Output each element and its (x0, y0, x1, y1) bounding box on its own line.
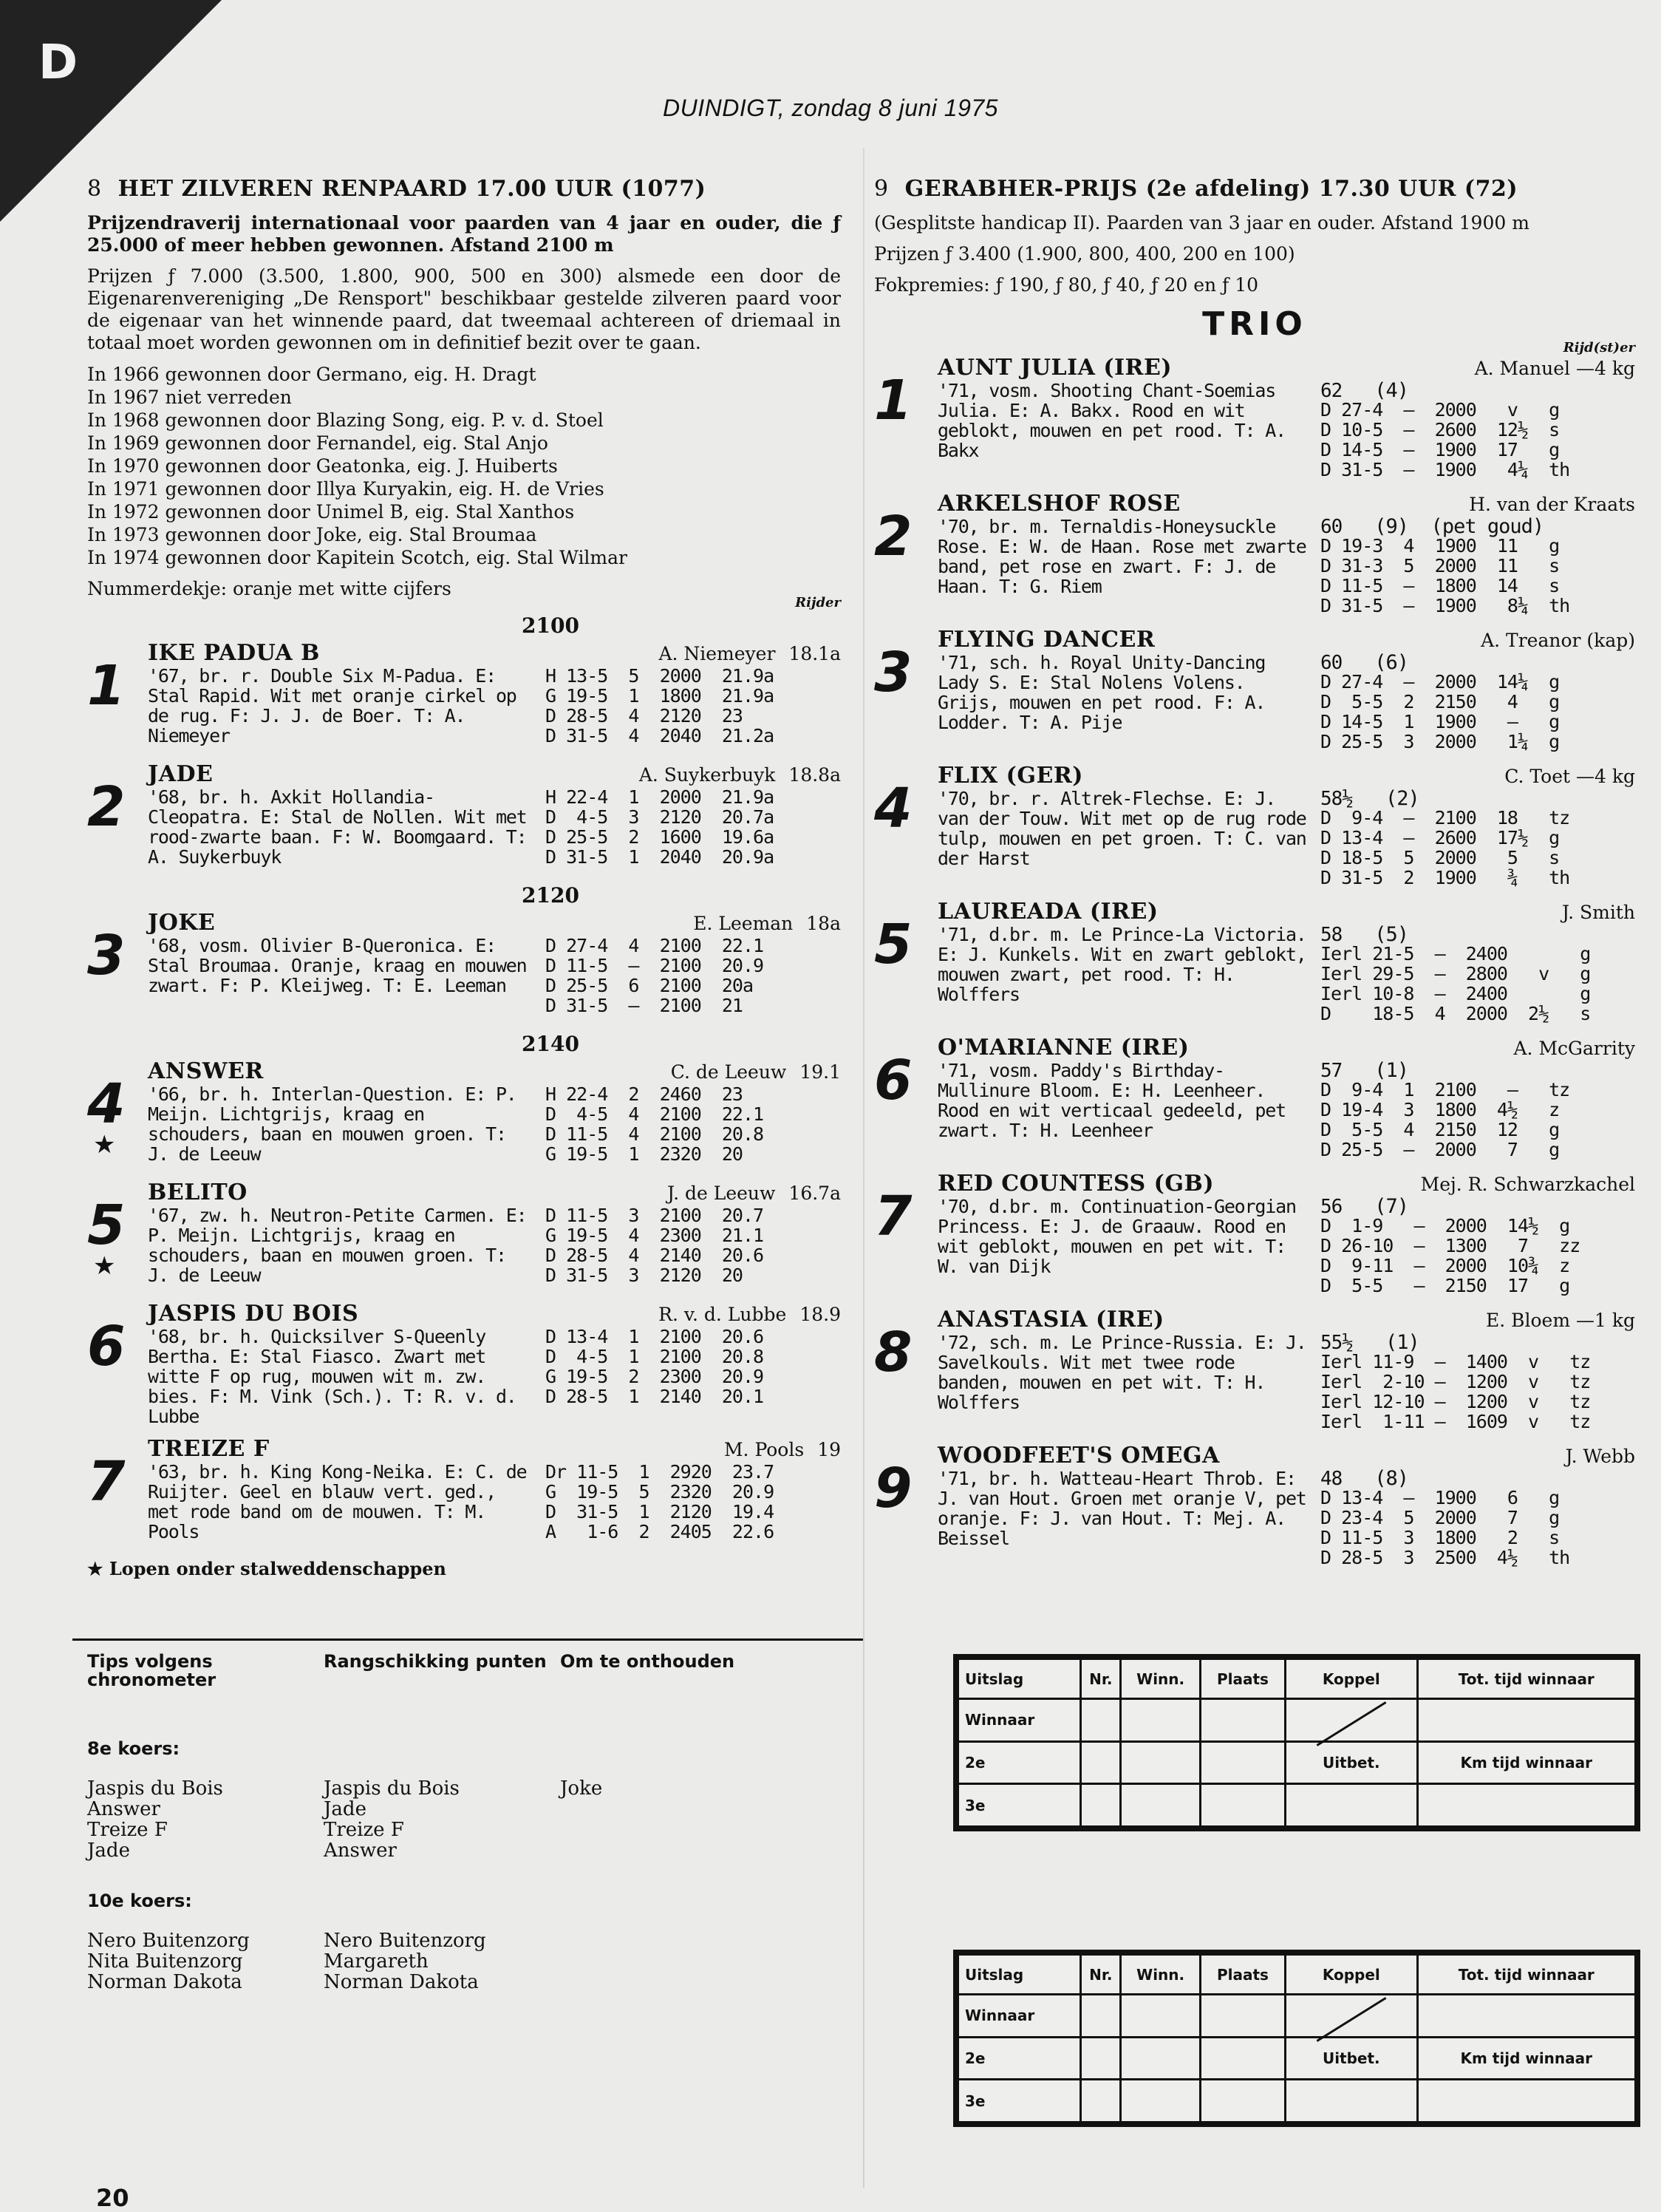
race-9-entries (874, 355, 1635, 1569)
entry-header (148, 1059, 841, 1084)
bet-header-tot-tijd: Tot. tijd winnaar (1417, 1659, 1635, 1699)
entry-header (148, 911, 841, 936)
tips-header (87, 1653, 841, 1689)
tips-divider (72, 1638, 863, 1641)
bet-cell[interactable] (1417, 2080, 1635, 2123)
bet-cell[interactable] (1121, 2037, 1200, 2080)
history-line: In 1969 gewonnen door Fernandel, eig. Stal Anjo (87, 432, 548, 454)
history-line: In 1971 gewonnen door Illya Kuryakin, eig. H. de Vries (87, 478, 604, 500)
horse-entry (87, 1437, 841, 1548)
tips-header-chronometer: Tips volgens chronometer (87, 1651, 216, 1690)
history-line: In 1973 gewonnen door Joke, eig. Stal Broumaa (87, 524, 537, 545)
tip-column (87, 1930, 324, 1992)
horse-name: BELITO (148, 1180, 248, 1205)
bet-row-3e: 3e (958, 1784, 1081, 1827)
entry-header (148, 641, 841, 666)
entry-header (148, 762, 841, 787)
weight: 58½ (1320, 788, 1353, 810)
record-time: 18.9 (799, 1304, 841, 1325)
draw-info: (8) (1374, 1467, 1409, 1490)
bet-cell[interactable] (1200, 1784, 1285, 1827)
race-9-fokpremies: Fokpremies: ƒ 190, ƒ 80, ƒ 40, ƒ 20 en ƒ 10 (874, 274, 1259, 296)
distance-header: 2120 (522, 883, 579, 908)
recent-starts: Dr 11-5 1 2920 23.7 G 19-5 5 2320 20.9 D 31-5 1 2120 19.4 A 1-6 2 2405 22.6 (545, 1461, 774, 1542)
bet-cell[interactable] (1286, 1784, 1417, 1827)
bet-header-plaats: Plaats (1200, 1659, 1285, 1699)
entry-body (938, 517, 1635, 616)
record-time: 18.8a (788, 764, 841, 786)
form-block (1320, 1197, 1635, 1296)
horse-description: '67, zw. h. Neutron-Petite Carmen. E: P. Meijn. Lichtgrijs, kraag en schouders, baan en mouwen groen. T: J. de Leeuw (148, 1205, 527, 1286)
race-8-column (87, 176, 841, 1992)
entry-header (938, 1035, 1635, 1061)
rider-name: H. van der Kraats (1469, 494, 1635, 515)
horse-entry (874, 627, 1635, 753)
saddle-number: 1 (87, 654, 126, 718)
bet-cell[interactable] (1417, 1699, 1635, 1742)
horse-description: '70, d.br. m. Continuation-Georgian Princess. E: J. de Graauw. Rood en wit geblokt, mouwen en pet wit. T: W. van Dijk (938, 1196, 1296, 1277)
nummerdekje: Nummerdekje: oranje met witte cijfers (87, 578, 451, 599)
race-8-prizes: Prijzen ƒ 7.000 (3.500, 1.800, 900, 500 en 300) alsmede een door de Eigenarenvereniging „De Rensport" beschikbaar gestelde zilveren paard voor de eigenaar van het winnende paard, dat tweemaal achtereen of driemaal in totaal moet worden gewonnen om in definitief bezit over te gaan. (87, 265, 841, 353)
recent-starts: D 9-4 — 2100 18 tz D 13-4 — 2600 17½ g D 18-5 5 2000 5 s D 31-5 2 1900 ¾ th (1320, 807, 1570, 888)
entry-body (148, 666, 841, 746)
stal-footnote: ★ Lopen onder stalweddenschappen (87, 1558, 446, 1579)
saddle-number: 4 (874, 777, 913, 840)
section-letter: D (38, 35, 78, 90)
bet-header-plaats: Plaats (1200, 1955, 1285, 1995)
horse-name: TREIZE F (148, 1436, 270, 1462)
horse-entry (874, 1307, 1635, 1433)
saddle-number: 7 (874, 1185, 913, 1248)
horse-description: '70, br. r. Altrek-Flechse. E: J. van der Touw. Wit met op de rug rode tulp, mouwen en pet groen. T: C. van der Harst (938, 788, 1306, 869)
bet-header-nr: Nr. (1081, 1955, 1121, 1995)
saddle-number: 6 (87, 1315, 126, 1378)
weight: 55½ (1320, 1332, 1353, 1354)
entry-body (148, 1084, 841, 1164)
history-line: In 1966 gewonnen door Germano, eig. H. Dragt (87, 364, 536, 385)
horse-name: O'MARIANNE (IRE) (938, 1035, 1190, 1061)
distance-header: 2140 (522, 1032, 579, 1056)
bet-header-koppel: Koppel (1286, 1659, 1417, 1699)
entry-body (938, 1197, 1635, 1296)
horse-entry (874, 1035, 1635, 1161)
stal-star-icon: ★ (93, 1251, 116, 1281)
saddle-number: 4 (87, 1072, 126, 1136)
recent-starts: D 19-3 4 1900 11 g D 31-3 5 2000 11 s D 11-5 — 1800 14 s D 31-5 — 1900 8¼ th (1320, 535, 1570, 616)
entry-body (148, 1327, 841, 1426)
tip-horse: Nero Buitenzorg (324, 1930, 486, 1952)
weight: 58 (1320, 924, 1343, 946)
weight-line (1320, 925, 1635, 945)
horse-name: ANSWER (148, 1058, 264, 1084)
bet-cell[interactable] (1200, 2080, 1285, 2123)
form-block (1320, 1469, 1635, 1568)
bet-cell[interactable] (1200, 1741, 1285, 1784)
koppel-slash-cell (1286, 1699, 1417, 1742)
rider-name: J. de Leeuw (667, 1182, 776, 1204)
record-time: 19.1 (799, 1061, 841, 1083)
record-time: 18a (806, 913, 841, 934)
draw-info: (2) (1385, 787, 1419, 810)
tip-horse: Joke (560, 1777, 603, 1800)
entry-body (148, 1205, 841, 1285)
weight-line (1320, 381, 1635, 401)
race-9-prizes: Prijzen ƒ 3.400 (1.900, 800, 400, 200 en 100) (874, 243, 1295, 265)
race-9-title: 9 GERABHER-PRIJS (2e afdeling) 17.30 UUR (72) (874, 176, 1518, 202)
bet-km-tijd-label: Km tijd winnaar (1417, 1741, 1635, 1784)
bet-cell[interactable] (1286, 2080, 1417, 2123)
horse-entry (874, 355, 1635, 481)
rider-header-9: Rijd(st)er (1563, 340, 1635, 355)
weight-line (1320, 789, 1635, 809)
weight-line (1320, 653, 1635, 673)
bet-form-1 (953, 1654, 1640, 1831)
entry-header (148, 1437, 841, 1462)
horse-description: '71, br. h. Watteau-Heart Throb. E: J. van Hout. Groen met oranje V, pet oranje. F: J. van Hout. T: Mej. A. Beissel (938, 1468, 1306, 1549)
entry-body (148, 787, 841, 867)
tip-horse: Answer (87, 1798, 160, 1820)
tip-column (324, 1778, 560, 1861)
bet-header-nr: Nr. (1081, 1659, 1121, 1699)
bet-row-2e: 2e (958, 1741, 1081, 1784)
rider-block (639, 764, 841, 786)
weight-line (1320, 517, 1635, 537)
horse-name: AUNT JULIA (IRE) (938, 355, 1173, 381)
horse-name: JASPIS DU BOIS (148, 1301, 359, 1327)
rider-name: A. McGarrity (1513, 1038, 1635, 1059)
bet-header-uitslag: Uitslag (958, 1659, 1081, 1699)
rider-name: A. Manuel —4 kg (1474, 358, 1635, 379)
rider-block (671, 1061, 841, 1083)
rider-name: Mej. R. Schwarzkachel (1420, 1174, 1635, 1195)
form-block (1320, 653, 1635, 752)
saddle-number: 7 (87, 1450, 126, 1514)
horse-description: '66, br. h. Interlan-Question. E: P. Meijn. Lichtgrijs, kraag en schouders, baan en mouwen groen. T: J. de Leeuw (148, 1083, 516, 1165)
bet-uitbet-label: Uitbet. (1286, 1741, 1417, 1784)
saddle-number: 2 (874, 505, 913, 568)
horse-name: ANASTASIA (IRE) (938, 1307, 1164, 1333)
history-line: In 1974 gewonnen door Kapitein Scotch, eig. Stal Wilmar (87, 547, 627, 568)
weight: 57 (1320, 1060, 1343, 1082)
recent-starts: D 27-4 4 2100 22.1 D 11-5 — 2100 20.9 D 25-5 6 2100 20a D 31-5 — 2100 21 (545, 935, 764, 1016)
horse-description: '68, br. h. Axkit Hollandia-Cleopatra. E: Stal de Nollen. Wit met rood-zwarte baan. F: W. Boomgaard. T: A. Suykerbuyk (148, 786, 527, 868)
rider-name: J. Smith (1562, 902, 1635, 923)
bet-header-tot-tijd: Tot. tijd winnaar (1417, 1955, 1635, 1995)
weight-line (1320, 1197, 1635, 1217)
recent-starts: H 22-4 2 2460 23 D 4-5 4 2100 22.1 D 11-5 4 2100 20.8 G 19-5 1 2320 20 (545, 1083, 764, 1165)
horse-description: '68, vosm. Olivier B-Queronica. E: Stal Broumaa. Oranje, kraag en mouwen zwart. F: P. Kleijweg. T: E. Leeman (148, 935, 527, 996)
record-time: 19 (817, 1439, 841, 1460)
saddle-number: 9 (874, 1457, 913, 1520)
saddle-number: 3 (87, 924, 126, 987)
koers-10-tips (87, 1930, 841, 1992)
tip-horse: Jade (324, 1798, 366, 1820)
draw-info: (6) (1374, 651, 1409, 674)
tip-horse: Jade (87, 1840, 130, 1862)
rider-name: E. Leeman (693, 913, 794, 934)
tip-horse: Treize F (324, 1819, 404, 1841)
page-number: 20 (96, 2184, 129, 2212)
saddle-number: 2 (87, 775, 126, 839)
horse-description: '71, vosm. Paddy's Birthday-Mullinure Bloom. E: H. Leenheer. Rood en wit verticaal gedeeld, pet zwart. T: H. Leenheer (938, 1060, 1286, 1141)
koers-10-label: 10e koers: (87, 1891, 192, 1911)
entry-header (148, 1180, 841, 1205)
rider-block (667, 1182, 841, 1204)
tip-horse: Norman Dakota (324, 1971, 479, 1993)
koers-8-label: 8e koers: (87, 1738, 180, 1759)
bet-header-uitslag: Uitslag (958, 1955, 1081, 1995)
record-time: 18.1a (788, 643, 841, 664)
recent-starts: D 9-4 1 2100 — tz D 19-4 3 1800 4½ z D 5-5 4 2150 12 g D 25-5 — 2000 7 g (1320, 1079, 1570, 1160)
recent-starts: Ierl 21-5 — 2400 g Ierl 29-5 — 2800 v g Ierl 10-8 — 2400 g D 18-5 4 2000 2½ s (1320, 943, 1591, 1024)
rider-block (658, 1304, 841, 1325)
bet-cell[interactable] (1200, 1699, 1285, 1742)
horse-entry (87, 1301, 841, 1426)
horse-description: '71, vosm. Shooting Chant-Soemias Julia. E: A. Bakx. Rood en wit geblokt, mouwen en pet rood. T: A. Bakx (938, 380, 1286, 461)
bet-header-koppel: Koppel (1286, 1955, 1417, 1995)
entry-header (938, 1171, 1635, 1197)
tip-column (87, 1778, 324, 1861)
entry-body (938, 1061, 1635, 1160)
rider-name: E. Bloem —1 kg (1485, 1310, 1635, 1331)
entry-header (938, 1443, 1635, 1469)
horse-description: '68, br. h. Quicksilver S-Queenly Bertha. E: Stal Fiasco. Zwart met witte F op rug, mouwen wit m. zw. bies. F: M. Vink (Sch.). T: R. v. d. Lubbe (148, 1326, 516, 1427)
bet-cell[interactable] (1121, 1699, 1200, 1742)
record-time: 16.7a (788, 1182, 841, 1204)
tip-column (560, 1930, 797, 1992)
rider-header: Rijder (795, 595, 841, 610)
race-9-column (874, 176, 1635, 1579)
tip-horse: Norman Dakota (87, 1971, 242, 1993)
bet-cell[interactable] (1121, 1784, 1200, 1827)
horse-entry (87, 641, 841, 752)
race-8-history (87, 363, 841, 569)
recent-starts: H 13-5 5 2000 21.9a G 19-5 1 1800 21.9a D 28-5 4 2120 23 D 31-5 4 2040 21.2a (545, 665, 774, 746)
tip-horse: Nita Buitenzorg (87, 1950, 243, 1973)
horse-entry (874, 763, 1635, 889)
entry-body (148, 936, 841, 1015)
horse-name: FLYING DANCER (938, 627, 1156, 653)
bet-cell[interactable] (1121, 1995, 1200, 2038)
entry-header (148, 1301, 841, 1327)
tip-horse: Treize F (87, 1819, 168, 1841)
weight: 48 (1320, 1468, 1343, 1490)
weight: 62 (1320, 380, 1343, 402)
history-line: In 1972 gewonnen door Unimel B, eig. Stal Xanthos (87, 501, 575, 523)
horse-description: '67, br. r. Double Six M-Padua. E: Stal Rapid. Wit met oranje cirkel op de rug. F: J. J. de Boer. T: A. Niemeyer (148, 665, 516, 746)
rider-name: J. Webb (1565, 1446, 1635, 1467)
rider-name: C. de Leeuw (670, 1061, 787, 1083)
history-line: In 1967 niet verreden (87, 387, 292, 408)
history-line: In 1970 gewonnen door Geatonka, eig. J. Huiberts (87, 455, 558, 477)
horse-entry (87, 762, 841, 873)
entry-body (938, 789, 1635, 888)
race-8-title: 8 HET ZILVEREN RENPAARD 17.00 UUR (1077) (87, 176, 706, 202)
draw-info: (1) (1374, 1059, 1409, 1082)
rider-name: R. v. d. Lubbe (658, 1304, 787, 1325)
saddle-number: 3 (874, 641, 913, 704)
rider-name: M. Pools (723, 1439, 805, 1460)
recent-starts: D 11-5 3 2100 20.7 G 19-5 4 2300 21.1 D 28-5 4 2140 20.6 D 31-5 3 2120 20 (545, 1205, 764, 1286)
page-fold (863, 148, 864, 2188)
rider-name: A. Treanor (kap) (1481, 630, 1635, 651)
horse-name: WOODFEET'S OMEGA (938, 1443, 1220, 1469)
rider-block (658, 643, 841, 664)
horse-name: FLIX (GER) (938, 763, 1083, 789)
draw-info: (5) (1374, 923, 1409, 946)
saddle-number: 5 (874, 913, 913, 976)
entry-header (938, 355, 1635, 381)
bet-row-winnaar: Winnaar (958, 1995, 1081, 2038)
weight: 56 (1320, 1196, 1343, 1218)
bet-cell[interactable] (1200, 1995, 1285, 2038)
form-block (1320, 789, 1635, 888)
horse-name: LAUREADA (IRE) (938, 899, 1159, 925)
recent-starts: Ierl 11-9 — 1400 v tz Ierl 2-10 — 1200 v tz Ierl 12-10 — 1200 v tz Ierl 1-11 — 1609 v tz (1320, 1351, 1591, 1432)
entry-header (938, 763, 1635, 789)
weight-line (1320, 1061, 1635, 1081)
distance-header: 2100 (522, 613, 579, 638)
bet-row-3e: 3e (958, 2080, 1081, 2123)
bet-cell[interactable] (1081, 1741, 1121, 1784)
bet-cell[interactable] (1081, 1699, 1121, 1742)
rider-name: A. Suykerbuyk (638, 764, 776, 786)
recent-starts: D 13-4 — 1900 6 g D 23-4 5 2000 7 g D 11-5 3 1800 2 s D 28-5 3 2500 4½ th (1320, 1487, 1570, 1568)
entry-body (938, 1333, 1635, 1432)
form-block (1320, 517, 1635, 616)
horse-entry (87, 1180, 841, 1291)
weight: 60 (1320, 516, 1343, 538)
race-8-conditions: Prijzendraverij internationaal voor paarden van 4 jaar en ouder, die ƒ 25.000 of meer hebben gewonnen. Afstand 2100 m (87, 212, 841, 256)
draw-info: (4) (1374, 379, 1409, 402)
bet-cell[interactable] (1417, 1995, 1635, 2038)
recent-starts: D 27-4 — 2000 v g D 10-5 — 2600 12½ s D 14-5 — 1900 17 g D 31-5 — 1900 4¼ th (1320, 399, 1570, 480)
recent-starts: D 1-9 — 2000 14½ g D 26-10 — 1300 7 zz D 9-11 — 2000 10¾ z D 5-5 — 2150 17 g (1320, 1215, 1580, 1296)
tip-horse: Nero Buitenzorg (87, 1930, 250, 1952)
race-8-entries (87, 613, 841, 1548)
bet-cell[interactable] (1121, 2080, 1200, 2123)
recent-starts: D 13-4 1 2100 20.6 D 4-5 1 2100 20.8 G 19-5 2 2300 20.9 D 28-5 1 2140 20.1 (545, 1326, 764, 1407)
horse-description: '71, sch. h. Royal Unity-Dancing Lady S. E: Stal Nolens Volens. Grijs, mouwen en pet rood. F: A. Lodder. T: A. Pije (938, 652, 1266, 733)
horse-description: '71, d.br. m. Le Prince-La Victoria. E: J. Kunkels. Wit en zwart geblokt, mouwen zwart, pet rood. T: H. Wolffers (938, 924, 1306, 1005)
tips-header-onthouden: Om te onthouden (560, 1651, 735, 1672)
horse-entry (874, 1443, 1635, 1569)
form-block (1320, 381, 1635, 480)
entry-header (938, 491, 1635, 517)
horse-entry (874, 491, 1635, 617)
weight-line (1320, 1333, 1635, 1353)
entry-body (938, 1469, 1635, 1568)
bet-cell[interactable] (1081, 1995, 1121, 2038)
form-block (1320, 1333, 1635, 1432)
draw-info: (9) (pet goud) (1374, 515, 1544, 538)
trio-label: TRIO (1202, 305, 1307, 343)
bet-uitbet-label: Uitbet. (1286, 2037, 1417, 2080)
horse-name: IKE PADUA B (148, 640, 320, 666)
entry-header (938, 627, 1635, 653)
tips-header-punten: Rangschikking punten (324, 1651, 547, 1672)
entry-header (938, 1307, 1635, 1333)
horse-description: '72, sch. m. Le Prince-Russia. E: J. Savelkouls. Wit met twee rode banden, mouwen en pet wit. T: H. Wolffers (938, 1332, 1306, 1413)
tip-horse: Jaspis du Bois (87, 1777, 223, 1800)
draw-info: (1) (1385, 1331, 1419, 1354)
bet-cell[interactable] (1081, 2080, 1121, 2123)
saddle-number: 1 (874, 369, 913, 432)
horse-entry (874, 1171, 1635, 1297)
history-line: In 1968 gewonnen door Blazing Song, eig. P. v. d. Stoel (87, 409, 604, 431)
bet-cell[interactable] (1200, 2037, 1285, 2080)
race-9-conditions: (Gesplitste handicap II). Paarden van 3 jaar en ouder. Afstand 1900 m (874, 212, 1529, 234)
tip-horse: Answer (324, 1840, 397, 1862)
tip-column (324, 1930, 560, 1992)
koers-8-tips (87, 1778, 841, 1861)
bet-row-2e: 2e (958, 2037, 1081, 2080)
form-block (1320, 1061, 1635, 1160)
horse-entry (874, 899, 1635, 1025)
form-block (1320, 925, 1635, 1024)
horse-name: RED COUNTESS (GB) (938, 1171, 1215, 1197)
entry-body (938, 653, 1635, 752)
horse-entry (87, 911, 841, 1021)
rider-name: C. Toet —4 kg (1504, 766, 1635, 787)
stal-star-icon: ★ (93, 1130, 116, 1160)
horse-name: JADE (148, 761, 214, 787)
rider-name: A. Niemeyer (658, 643, 776, 664)
rider-block (693, 913, 841, 934)
recent-starts: D 27-4 — 2000 14¼ g D 5-5 2 2150 4 g D 14-5 1 1900 — g D 25-5 3 2000 1¼ g (1320, 671, 1560, 752)
weight-line (1320, 1469, 1635, 1489)
horse-name: ARKELSHOF ROSE (938, 491, 1181, 517)
horse-name: JOKE (148, 910, 216, 936)
saddle-number: 8 (874, 1321, 913, 1384)
masthead: DUINDIGT, zondag 8 juni 1975 (663, 95, 998, 121)
horse-description: '70, br. m. Ternaldis-Honeysuckle Rose. E: W. de Haan. Rose met zwarte band, pet rose en zwart. F: J. de Haan. T: G. Riem (938, 516, 1306, 597)
bet-cell[interactable] (1081, 2037, 1121, 2080)
entry-body (938, 925, 1635, 1024)
bet-header-winn: Winn. (1121, 1659, 1200, 1699)
bet-form-2 (953, 1950, 1640, 2127)
draw-info: (7) (1374, 1195, 1409, 1218)
tip-column (560, 1778, 797, 1861)
saddle-number: 6 (874, 1049, 913, 1112)
tip-horse: Margareth (324, 1950, 429, 1973)
rider-block (724, 1439, 841, 1460)
entry-body (148, 1462, 841, 1542)
entry-header (938, 899, 1635, 925)
bet-cell[interactable] (1081, 1784, 1121, 1827)
bet-header-winn: Winn. (1121, 1955, 1200, 1995)
recent-starts: H 22-4 1 2000 21.9a D 4-5 3 2120 20.7a D 25-5 2 1600 19.6a D 31-5 1 2040 20.9a (545, 786, 774, 868)
tip-horse: Jaspis du Bois (324, 1777, 460, 1800)
entry-body (938, 381, 1635, 480)
horse-description: '63, br. h. King Kong-Neika. E: C. de Ruijter. Geel en blauw vert. ged., met rode band om de mouwen. T: M. Pools (148, 1461, 527, 1542)
bet-cell[interactable] (1121, 1741, 1200, 1784)
bet-row-winnaar: Winnaar (958, 1699, 1081, 1742)
bet-km-tijd-label: Km tijd winnaar (1417, 2037, 1635, 2080)
bet-cell[interactable] (1417, 1784, 1635, 1827)
saddle-number: 5 (87, 1194, 126, 1257)
horse-entry (87, 1059, 841, 1170)
weight: 60 (1320, 652, 1343, 674)
koppel-slash-cell (1286, 1995, 1417, 2038)
